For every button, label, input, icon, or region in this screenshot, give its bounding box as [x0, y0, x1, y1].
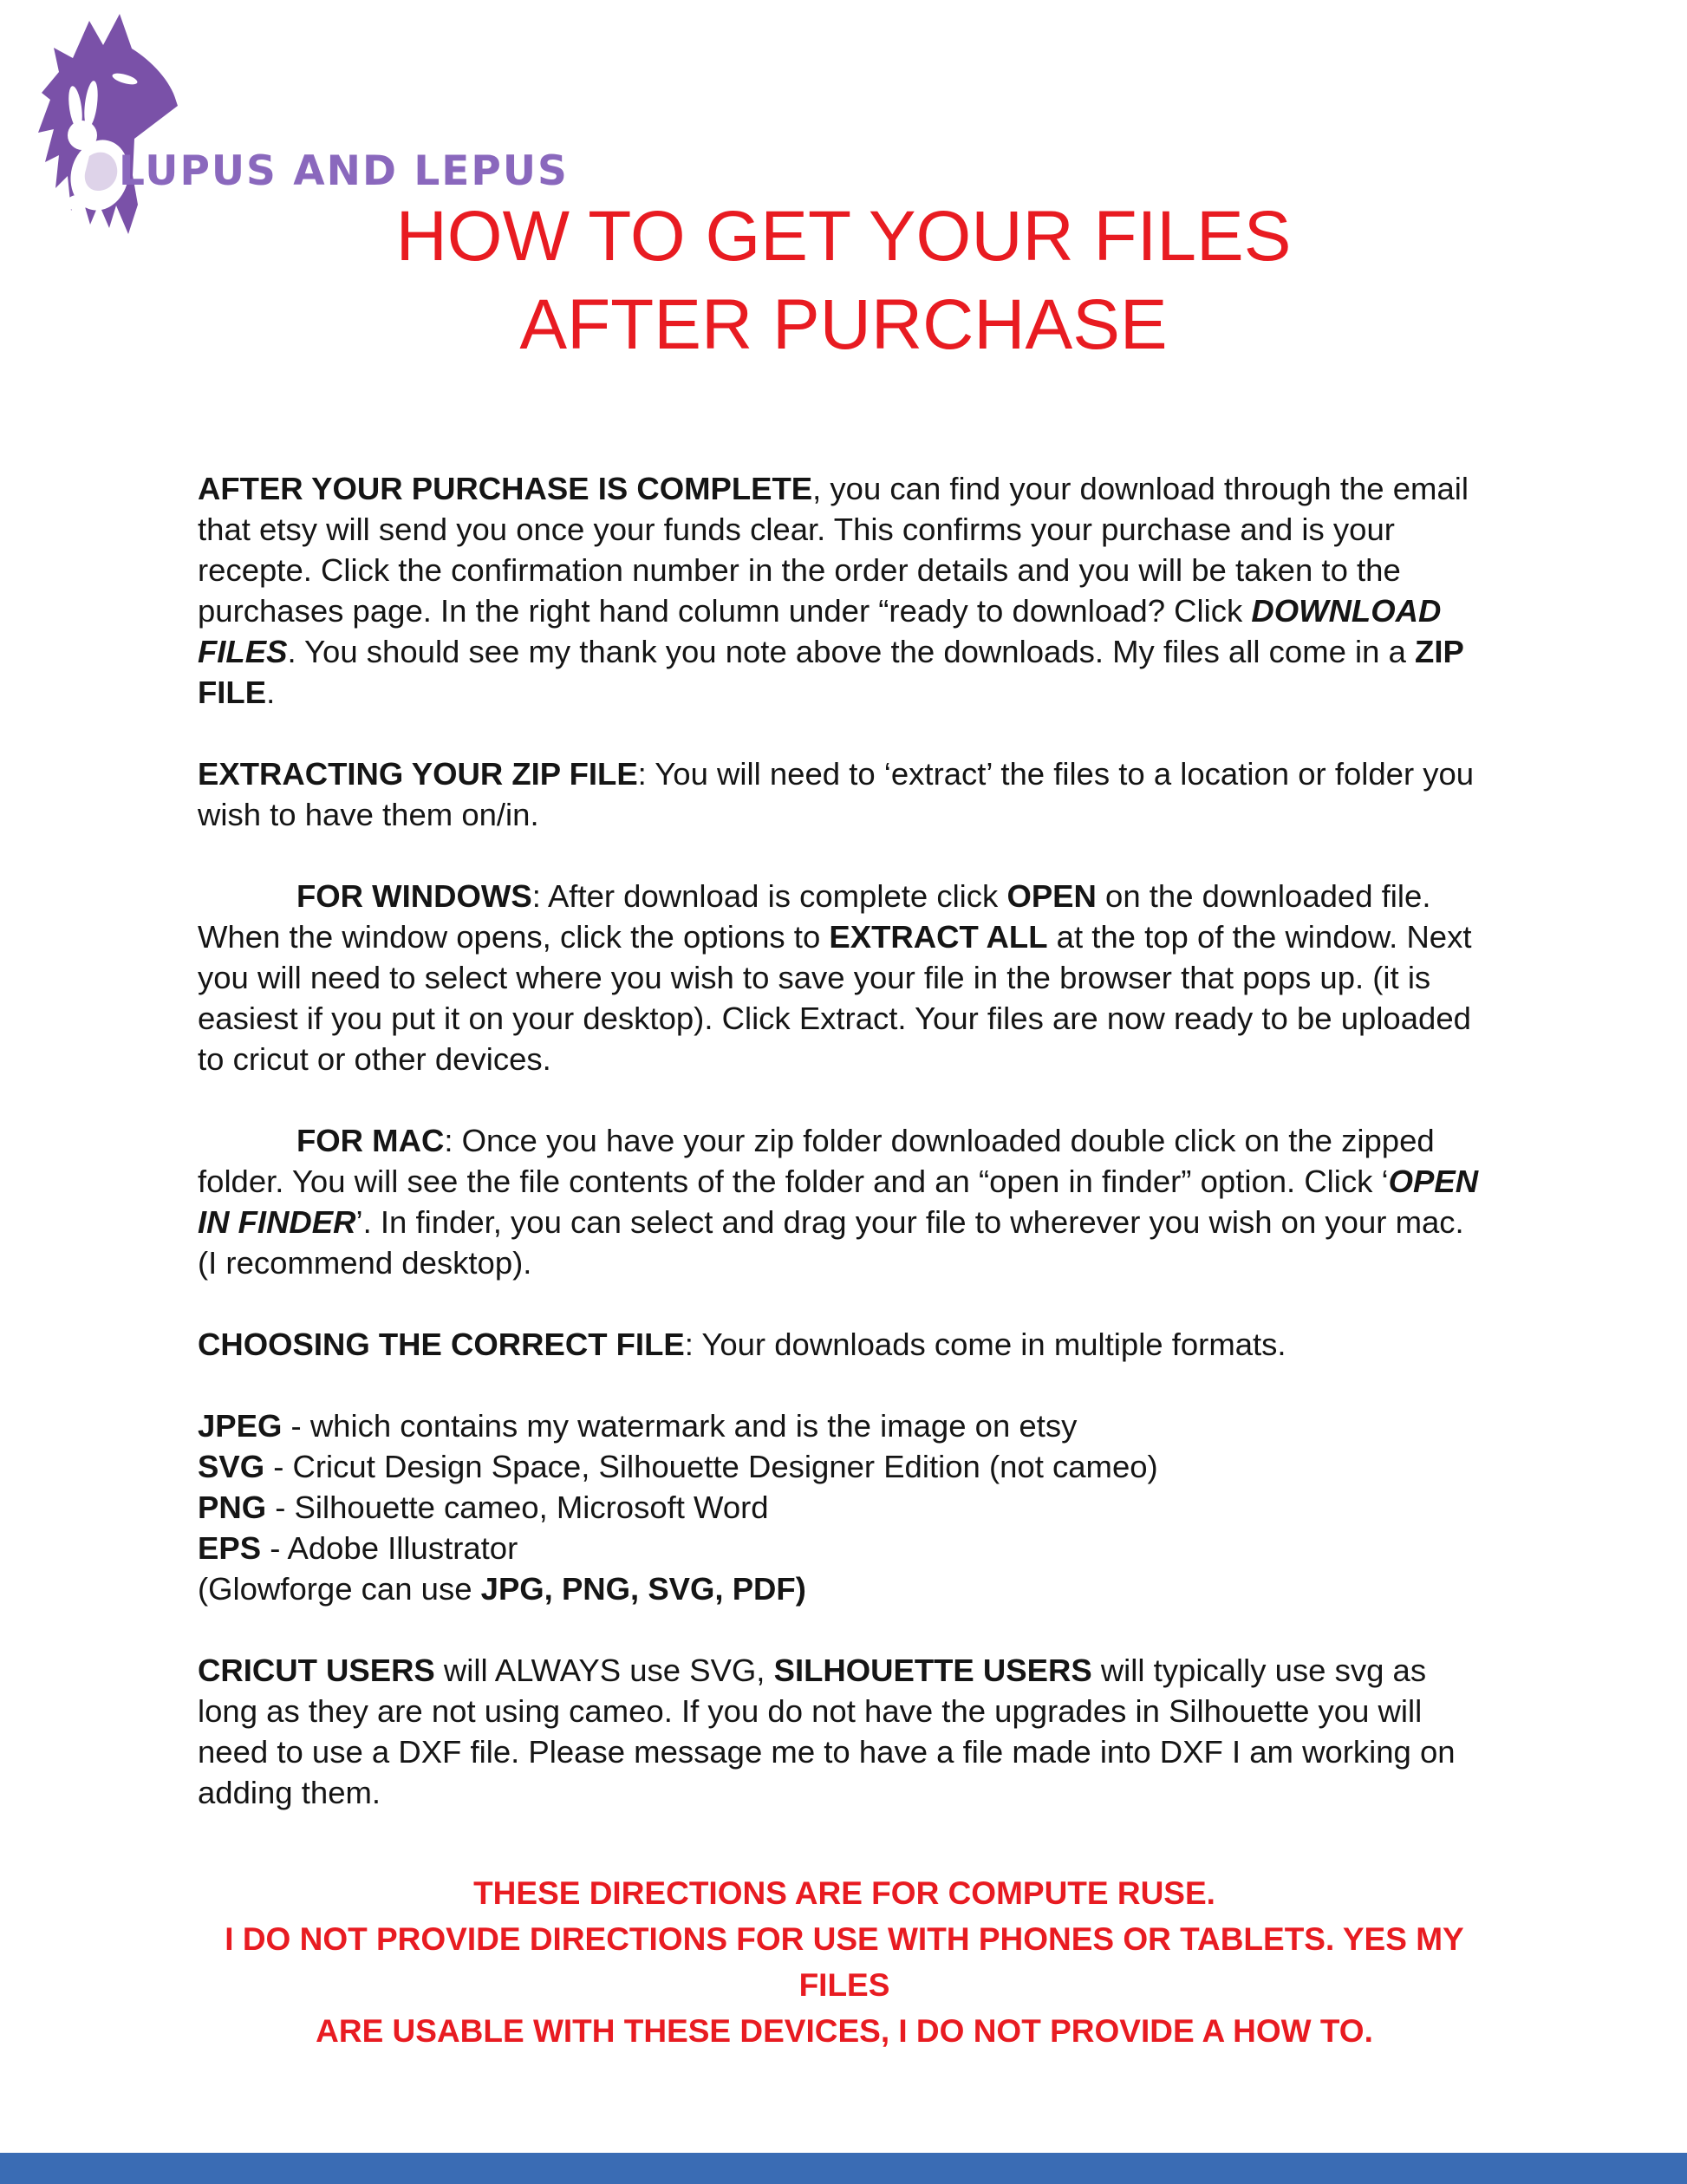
document-body: [198, 468, 1491, 2054]
format-list-item-png: PNG - Silhouette cameo, Microsoft Word: [198, 1490, 769, 1525]
paragraph-cricut-users: CRICUT USERS will ALWAYS use SVG, SILHOUETTE USERS will typically use svg as long as they are not using cameo. If you do not have the upgrades in Silhouette you will need to use a DXF file. Please message me to have a file made into DXF I am working on adding them.: [198, 1653, 1456, 1810]
format-list: [198, 1405, 1491, 1609]
format-list-item-jpeg: JPEG - which contains my watermark and is the image on etsy: [198, 1408, 1078, 1444]
page-title: [0, 192, 1687, 369]
format-list-item-svg: SVG - Cricut Design Space, Silhouette Designer Edition (not cameo): [198, 1449, 1158, 1484]
paragraph-choosing-file: CHOOSING THE CORRECT FILE: Your downloads come in multiple formats.: [198, 1327, 1286, 1362]
brand-text: LUPUS AND LEPUS: [119, 147, 569, 195]
footer-warning-line-3: ARE USABLE WITH THESE DEVICES, I DO NOT PROVIDE A HOW TO.: [316, 2013, 1373, 2049]
paragraph-extracting-zip: EXTRACTING YOUR ZIP FILE: You will need to ‘extract’ the files to a location or folder you wish to have them on/in.: [198, 756, 1475, 832]
footer-bar: [0, 2153, 1687, 2184]
footer-warning: [198, 1870, 1491, 2054]
page-title-line-1: HOW TO GET YOUR FILES: [395, 197, 1292, 276]
footer-warning-line-2: I DO NOT PROVIDE DIRECTIONS FOR USE WITH PHONES OR TABLETS. YES MY FILES: [225, 1921, 1464, 2003]
page-title-line-2: AFTER PURCHASE: [519, 285, 1168, 364]
footer-warning-line-1: THESE DIRECTIONS ARE FOR COMPUTE RUSE.: [473, 1875, 1215, 1911]
paragraph-for-mac: FOR MAC: Once you have your zip folder downloaded double click on the zipped folder. You will see the file contents of the folder and an “open in finder” option. Click ‘OPEN IN FINDER’. In finder, you can select and drag your file to wherever you wish on your mac. (I recommend desktop).: [198, 1123, 1479, 1281]
format-list-item-glowforge: (Glowforge can use JPG, PNG, SVG, PDF): [198, 1571, 806, 1607]
format-list-item-eps: EPS - Adobe Illustrator: [198, 1530, 518, 1566]
paragraph-after-purchase: AFTER YOUR PURCHASE IS COMPLETE, you can find your download through the email that etsy will send you once your funds clear. This confirms your purchase and is your recepte. Click the confirmation number in the order details and you will be taken to the purchases page. In the right hand column under “ready to download? Click DOWNLOAD FILES. You should see my thank you note above the downloads. My files all come in a ZIP FILE.: [198, 471, 1469, 710]
paragraph-for-windows: FOR WINDOWS: After download is complete click OPEN on the downloaded file. When the window opens, click the options to EXTRACT ALL at the top of the window. Next you will need to select where you wish to save your file in the browser that pops up. (it is easiest if you put it on your desktop). Click Extract. Your files are now ready to be uploaded to cricut or other devices.: [198, 878, 1472, 1077]
